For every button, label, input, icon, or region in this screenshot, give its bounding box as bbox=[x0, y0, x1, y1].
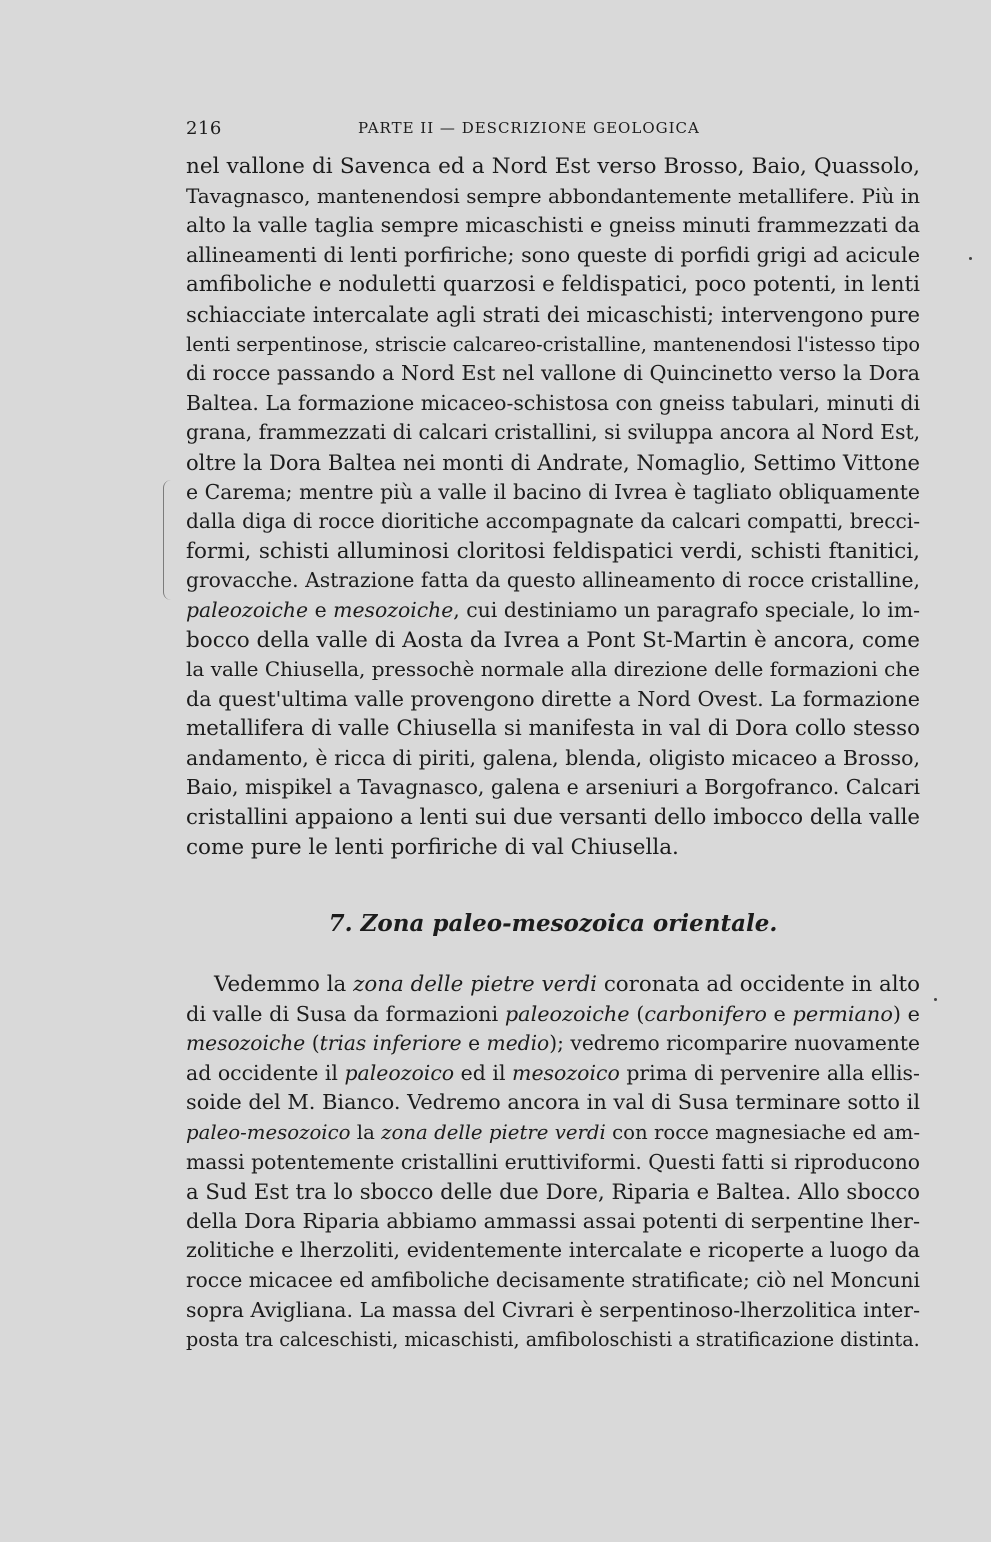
text-line: amfiboliche e noduletti quarzosi e feldispatici, poco potenti, in lenti bbox=[186, 272, 920, 298]
text-line-mixed bbox=[186, 970, 920, 1000]
italic-term: mesozoiche bbox=[333, 597, 454, 622]
text-run: con rocce magnesiache ed am- bbox=[605, 1120, 921, 1144]
speck-mark bbox=[934, 998, 937, 1001]
text-line: Baltea. La formazione micaceo-schistosa con gneiss tabulari, minuti di bbox=[186, 390, 920, 415]
text-line-mixed bbox=[186, 1000, 920, 1030]
text-run: ( bbox=[629, 1001, 645, 1026]
text-line: la valle Chiusella, pressochè normale alla direzione delle formazioni che bbox=[186, 657, 920, 682]
text-line: a Sud Est tra lo sbocco delle due Dore, Riparia e Baltea. Allo sbocco bbox=[186, 1179, 920, 1205]
text-line: dalla diga di rocce dioritiche accompagnate da calcari compatti, brecci- bbox=[186, 509, 920, 534]
text-line: come pure le lenti porfiriche di val Chiusella. bbox=[186, 834, 679, 860]
text-line: metallifera di valle Chiusella si manifesta in val di Dora collo stesso bbox=[186, 716, 920, 742]
text-line: grana, frammezzati di calcari cristallini, si sviluppa ancora al Nord Est, bbox=[186, 420, 920, 445]
text-line: oltre la Dora Baltea nei monti di Andrate, Nomaglio, Settimo Vittone bbox=[186, 449, 920, 475]
text-run: prima di pervenire alla ellis- bbox=[619, 1060, 920, 1085]
paragraph-1 bbox=[186, 152, 920, 862]
text-line: andamento, è ricca di piriti, galena, blenda, oligisto micaceo a Brosso, bbox=[186, 745, 920, 770]
paragraph-2 bbox=[186, 970, 920, 1355]
text-line: di rocce passando a Nord Est nel vallone di Quincinetto verso la Dora bbox=[186, 361, 920, 386]
italic-term: permiano bbox=[792, 1001, 893, 1026]
text-line: cristallini appaiono a lenti sui due versanti dello imbocco della valle bbox=[186, 805, 920, 831]
text-run: ( bbox=[305, 1031, 320, 1056]
italic-term: trias inferiore bbox=[319, 1031, 462, 1056]
text-run: ) e bbox=[892, 1001, 920, 1026]
running-head: PARTE II — DESCRIZIONE GEOLOGICA bbox=[358, 119, 700, 137]
text-run: e bbox=[461, 1031, 487, 1056]
italic-term: paleozoiche bbox=[504, 1001, 630, 1026]
text-line: lenti serpentinose, striscie calcareo-cristalline, mantenendosi l'istesso tipo bbox=[186, 332, 920, 356]
text-run: ed il bbox=[454, 1060, 513, 1085]
italic-term: carbonifero bbox=[644, 1001, 767, 1026]
text-line: della Dora Riparia abbiamo ammassi assai potenti di serpentine lher- bbox=[186, 1208, 920, 1233]
page-number: 216 bbox=[186, 118, 222, 139]
text-line: nel vallone di Savenca ed a Nord Est verso Brosso, Baio, Quassolo, bbox=[186, 154, 920, 179]
italic-term: medio bbox=[486, 1031, 550, 1056]
text-line: bocco della valle di Aosta da Ivrea a Pont St-Martin è ancora, come bbox=[186, 627, 920, 653]
italic-term: zona delle pietre verdi bbox=[353, 972, 597, 997]
text-line-mixed bbox=[186, 596, 920, 626]
text-line: soide del M. Bianco. Vedremo ancora in val di Susa terminare sotto il bbox=[186, 1090, 920, 1115]
margin-bracket-mark bbox=[163, 480, 174, 600]
text-line: e Carema; mentre più a valle il bacino di Ivrea è tagliato obliquamente bbox=[186, 479, 920, 504]
text-line: Baio, mispikel a Tavagnasco, galena e arseniuri a Borgofranco. Calcari bbox=[186, 775, 920, 800]
text-line-mixed bbox=[186, 1059, 920, 1089]
text-line: rocce micacee ed amfiboliche decisamente stratificate; ciò nel Moncuni bbox=[186, 1267, 920, 1292]
text-line: massi potentemente cristallini eruttiviformi. Questi fatti si riproducono bbox=[186, 1149, 920, 1174]
text-line: alto la valle taglia sempre micaschisti e gneiss minuti frammezzati da bbox=[186, 213, 920, 238]
text-run: e bbox=[766, 1001, 793, 1026]
text-line: zolitiche e lherzoliti, evidentemente intercalate e ricoperte a luogo da bbox=[186, 1238, 920, 1263]
text-run: Vedemmo la bbox=[214, 972, 354, 997]
section-title: 7. Zona paleo-mesozoica orientale. bbox=[328, 910, 778, 937]
text-line: da quest'ultima valle provengono dirette a Nord Ovest. La formazione bbox=[186, 686, 920, 711]
text-run: coronata ad occidente in alto bbox=[597, 972, 920, 997]
italic-term: paleo-mesozoico bbox=[186, 1120, 351, 1144]
text-line: sopra Avigliana. La massa del Civrari è serpentinoso-lherzolitica inter- bbox=[186, 1297, 920, 1322]
italic-term: mesozoiche bbox=[186, 1031, 306, 1056]
text-run: ); vedremo ricomparire nuovamente bbox=[549, 1031, 920, 1056]
text-run: di valle di Susa da formazioni bbox=[186, 1001, 505, 1026]
text-line-mixed bbox=[186, 1029, 920, 1059]
italic-term: paleozoico bbox=[344, 1060, 455, 1085]
text-line: Tavagnasco, mantenendosi sempre abbondantemente metallifere. Più in bbox=[186, 183, 920, 208]
text-line: formi, schisti alluminosi cloritosi feldispatici verdi, schisti ftanitici, bbox=[186, 538, 920, 564]
italic-term: paleozoiche bbox=[186, 597, 309, 622]
italic-term: zona delle pietre verdi bbox=[381, 1120, 606, 1144]
speck-mark bbox=[969, 257, 972, 260]
text-line-mixed bbox=[186, 1118, 920, 1148]
italic-term: mesozoico bbox=[512, 1060, 620, 1085]
text-line: posta tra calceschisti, micaschisti, amfiboloschisti a stratificazione distinta. bbox=[186, 1328, 920, 1352]
text-line: schiacciate intercalate agli strati dei micaschisti; intervengono pure bbox=[186, 301, 920, 327]
text-line: allineamenti di lenti porfiriche; sono queste di porfidi grigi ad acicule bbox=[186, 242, 920, 267]
text-run: , cui destiniamo un paragrafo speciale, lo im- bbox=[453, 597, 920, 622]
text-line: grovacche. Astrazione fatta da questo allineamento di rocce cristalline, bbox=[186, 568, 920, 593]
text-run: la bbox=[350, 1120, 382, 1144]
text-run: e bbox=[308, 597, 334, 622]
text-run: ad occidente il bbox=[186, 1060, 345, 1085]
